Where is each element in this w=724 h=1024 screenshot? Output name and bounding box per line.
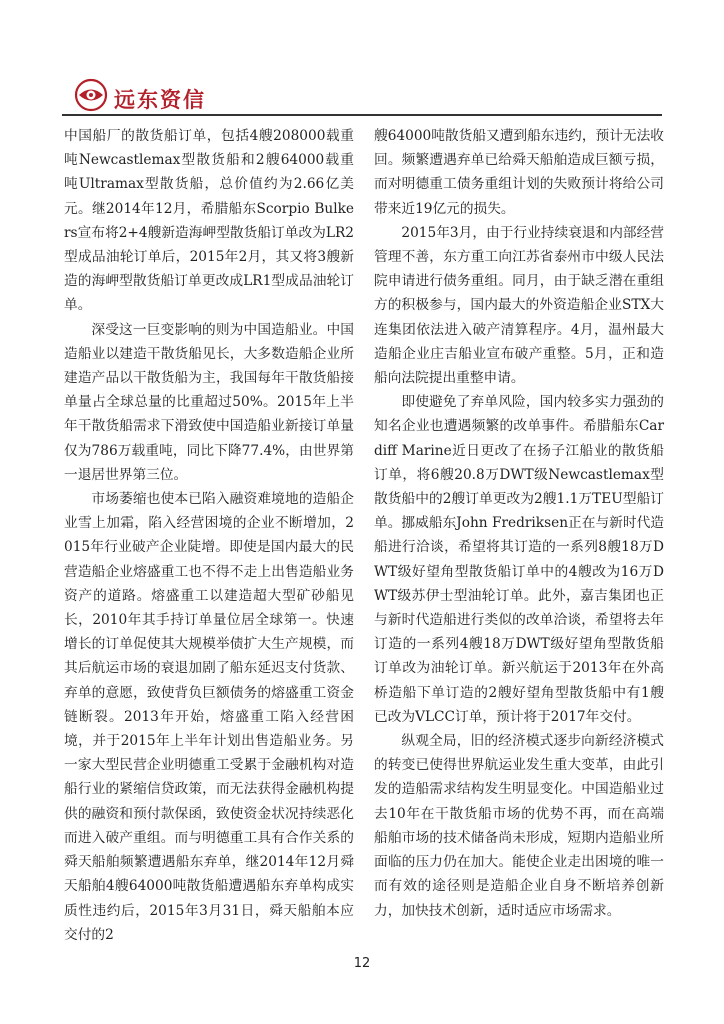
page-number: 12	[353, 956, 371, 971]
left-paragraph-1: 中国船厂的散货船订单，包括4艘208000载重吨Newcastlemax型散货船和2艘64000载重吨Ultramax型散货船，总价值约为2.66亿美元。继2014年12月，希腊船东Scorpio Bulkers宣布将2+4艘新造海岬型散货船订单改为LR2型成品油轮订单后，2015年2月，其又将3艘新造的海岬型散货船订单更改成LR1型成品油轮订单。	[64, 128, 354, 314]
header-divider	[62, 114, 662, 116]
left-text-column	[64, 124, 354, 947]
right-paragraph-3: 即使避免了弃单风险，国内较多实力强劲的知名企业也遭遇频繁的改单事件。希腊船东Cardiff Marine近日更改了在扬子江船业的散货船订单，将6艘20.8万DWT级Newcastlemax型散货船中的2艘订单更改为2艘1.1万TEU型船订单。挪威船东John Fredriksen正在与新时代造船进行洽谈，希望将其订造的一系列8艘18万DWT级好望角型散货船订单中的4艘改为16万DWT级苏伊士型油轮订单。此外，嘉吉集团也正与新时代造船进行类似的改单洽谈，希望将去年订造的一系列4艘18万DWT级好望角型散货船订单改为油轮订单。新兴航运于2013年在外高桥造船下单订造的2艘好望角型散货船中有1艘已改为VLCC订单，预计将于2017年交付。	[374, 394, 664, 725]
eye-logo-icon	[74, 78, 108, 112]
right-text-column	[374, 124, 664, 923]
left-paragraph-2: 深受这一巨变影响的则为中国造船业。中国造船业以建造干散货船见长，大多数造船企业所建造产品以干散货船为主，我国每年干散货船接单量占全球总量的比重超过50%。2015年上半年干散货船需求下滑致使中国造船业新接订单量仅为786万载重吨，同比下降77.4%，由世界第一退居世界第三位。	[64, 321, 354, 483]
page-header	[62, 68, 662, 118]
right-paragraph-1: 艘64000吨散货船又遭到船东违约，预计无法收回。频繁遭遇弃单已给舜天船舶造成巨额亏损，而对明德重工债务重组计划的失败预计将给公司带来近19亿元的损失。	[374, 128, 664, 217]
right-paragraph-4: 纵观全局，旧的经济模式逐步向新经济模式的转变已使得世界航运业发生重大变革，由此引发的造船需求结构发生明显变化。中国造船业过去10年在干散货船市场的优势不再，而在高端船舶市场的技术储备尚未形成，短期内造船业所面临的压力仍在加大。能使企业走出困境的唯一而有效的途径则是造船企业自身不断培养创新力，加快技术创新，适时适应市场需求。	[374, 733, 664, 919]
brand-name: 远东资信	[114, 87, 206, 112]
left-paragraph-3: 市场萎缩也使本已陷入融资难境地的造船企业雪上加霜，陷入经营困境的企业不断增加，2015年行业破产企业陡增。即使是国内最大的民营造船企业熔盛重工也不得不走上出售造船业务资产的道路。熔盛重工以建造超大型矿砂船见长，2010年其手持订单量位居全球第一。快速增长的订单促使其大规模举债扩大生产规模，而其后航运市场的衰退加剧了船东延迟支付货款、弃单的意愿，致使背负巨额债务的熔盛重工资金链断裂。2013年开始，熔盛重工陷入经营困境，并于2015年上半年计划出售造船业务。另一家大型民营企业明德重工受累于金融机构对造船行业的紧缩信贷政策，而无法获得金融机构提供的融资和预付款保函，致使资金状况持续恶化而进入破产重组。而与明德重工具有合作关系的舜天船舶频繁遭遇船东弃单，继2014年12月舜天船舶4艘64000吨散货船遭遇船东弃单构成实质性违约后，2015年3月31日，舜天船舶本应交付的2	[64, 491, 354, 943]
right-paragraph-2: 2015年3月，由于行业持续衰退和内部经营管理不善，东方重工向江苏省泰州市中级人民法院申请进行债务重组。同月，由于缺乏潜在重组方的积极参与，国内最大的外资造船企业STX大连集团依法进入破产清算程序。4月，温州最大造船企业庄吉船业宣布破产重整。5月，正和造船向法院提出重整申请。	[374, 224, 664, 387]
